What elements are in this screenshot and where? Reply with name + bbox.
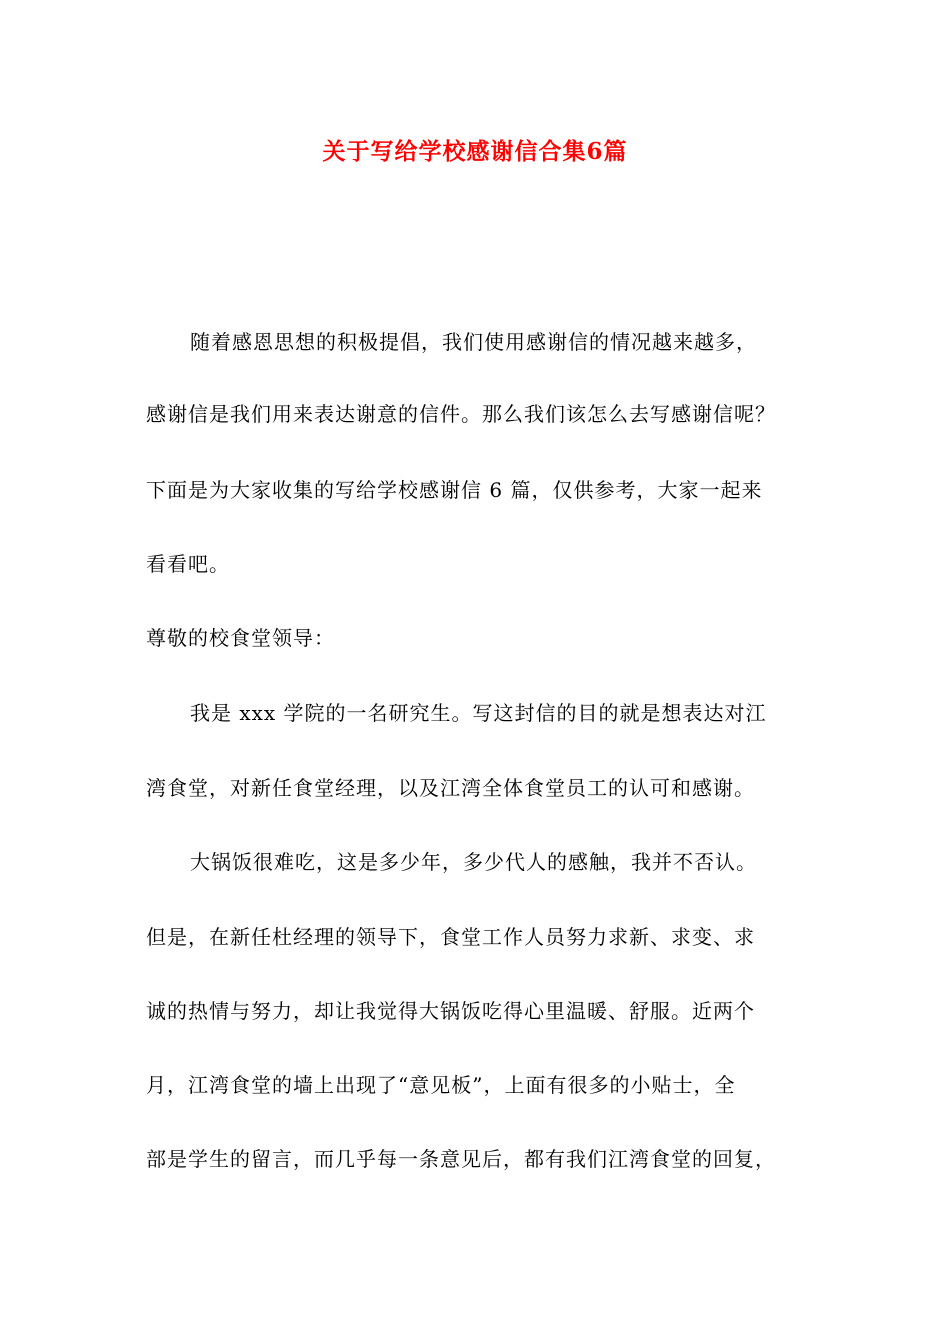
paragraph-line: 随着感恩思想的积极提倡，我们使用感谢信的情况越来越多， xyxy=(190,330,757,354)
letter-salutation: 尊敬的校食堂领导： xyxy=(146,626,335,650)
paragraph-line: 月，江湾食堂的墙上出现了“意见板”，上面有很多的小贴士，全 xyxy=(146,1073,736,1097)
paragraph-line: 部是学生的留言，而几乎每一条意见后，都有我们江湾食堂的回复， xyxy=(146,1147,776,1171)
paragraph-line: 我是 xxx 学院的一名研究生。写这封信的目的就是想表达对江 xyxy=(190,701,767,725)
paragraph-line: 大锅饭很难吃，这是多少年，多少代人的感触，我并不否认。 xyxy=(190,850,757,874)
paragraph-line: 感谢信是我们用来表达谢意的信件。那么我们该怎么去写感谢信呢？ xyxy=(146,402,776,426)
paragraph-line: 看看吧。 xyxy=(146,552,230,576)
document-title: 关于写给学校感谢信合集6篇 xyxy=(322,138,628,165)
paragraph-line: 诚的热情与努力，却让我觉得大锅饭吃得心里温暖、舒服。近两个 xyxy=(146,999,755,1023)
paragraph-line: 但是，在新任杜经理的领导下，食堂工作人员努力求新、求变、求 xyxy=(146,925,755,949)
paragraph-line: 湾食堂，对新任食堂经理，以及江湾全体食堂员工的认可和感谢。 xyxy=(146,776,755,800)
paragraph-line: 下面是为大家收集的写给学校感谢信 6 篇，仅供参考，大家一起来 xyxy=(146,478,763,502)
